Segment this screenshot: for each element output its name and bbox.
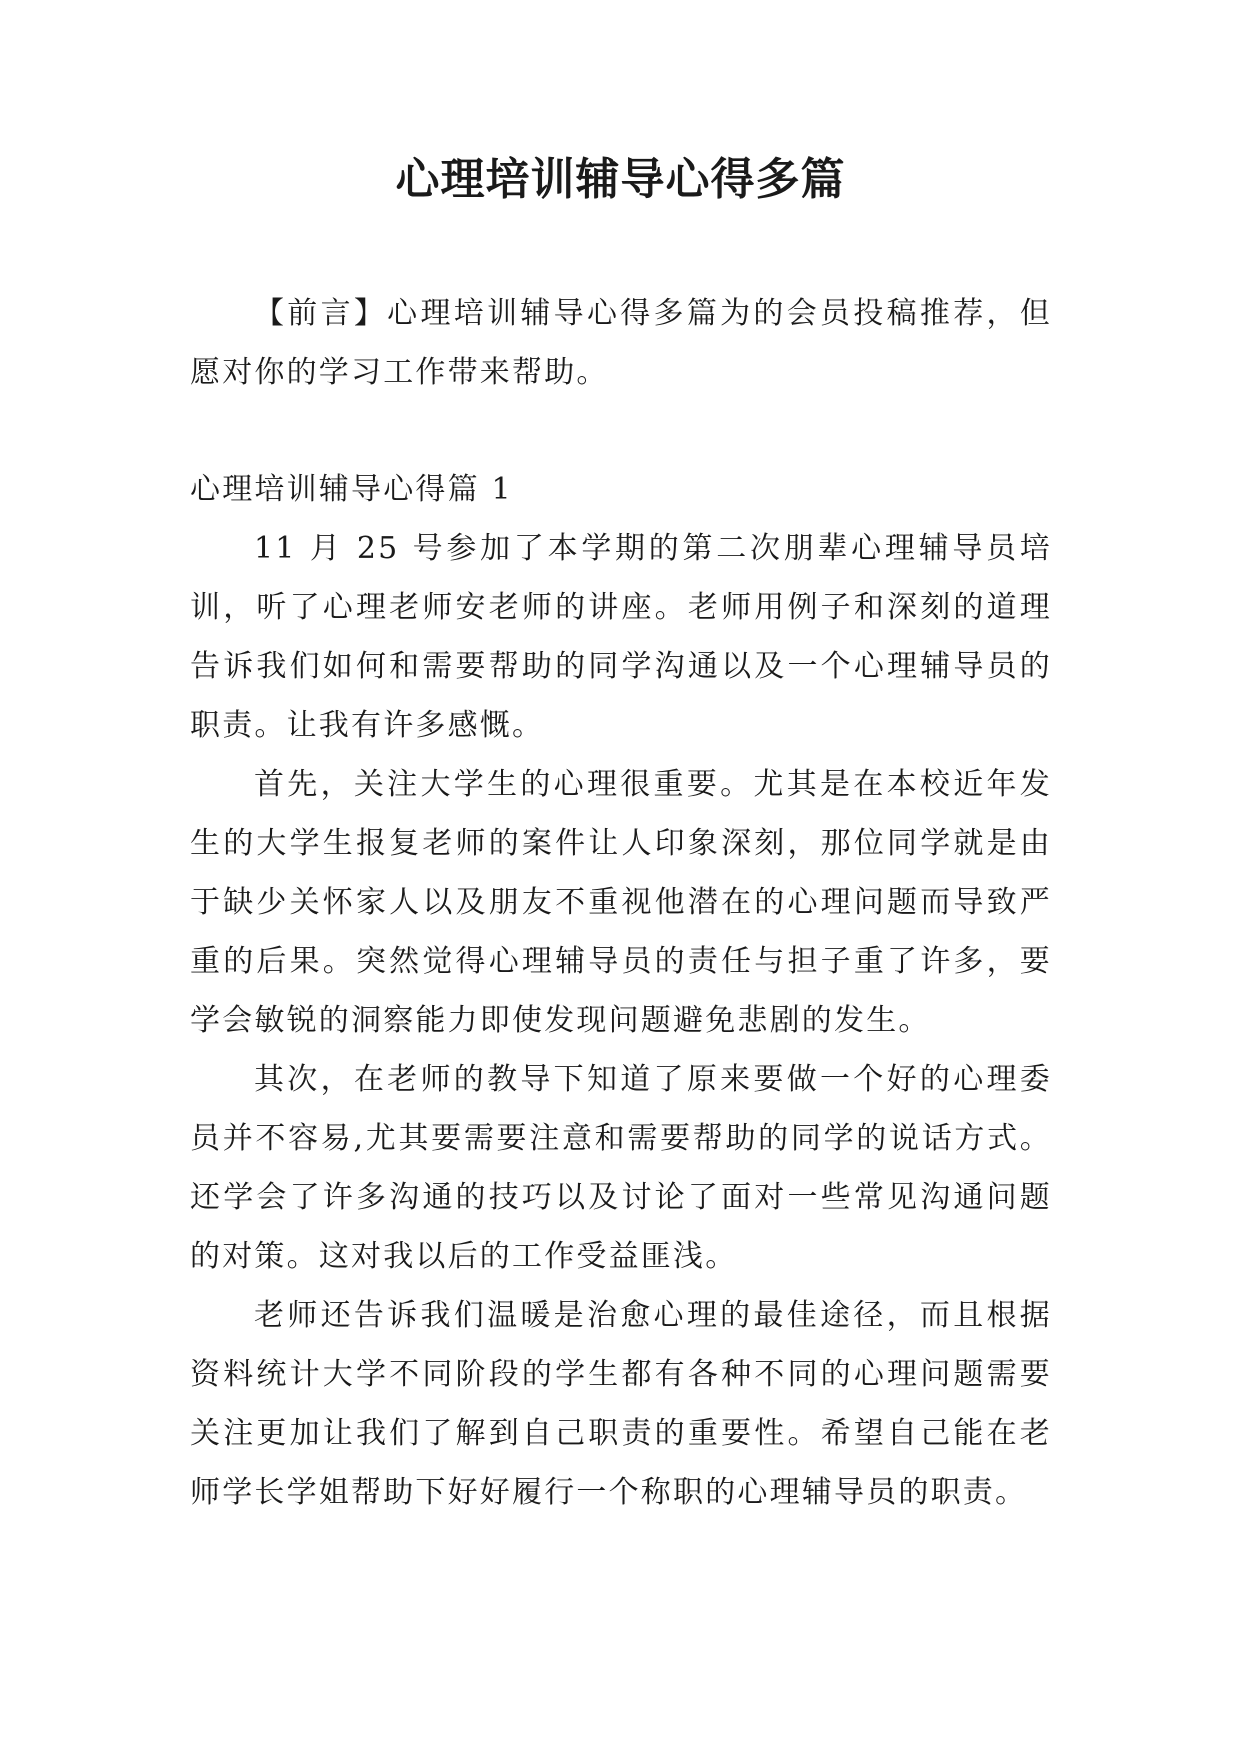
preface-paragraph: 【前言】心理培训辅导心得多篇为的会员投稿推荐，但愿对你的学习工作带来帮助。 (190, 296, 1052, 390)
body-paragraph-4: 老师还告诉我们温暖是治愈心理的最佳途径，而且根据资料统计大学不同阶段的学生都有各种不同的心理问题需要关注更加让我们了解到自己职责的重要性。希望自己能在老师学长学姐帮助下好好履行一个称职的心理辅导员的职责。 (190, 1298, 1052, 1510)
body-paragraph-2: 首先，关注大学生的心理很重要。尤其是在本校近年发生的大学生报复老师的案件让人印象深刻，那位同学就是由于缺少关怀家人以及朋友不重视他潜在的心理问题而导致严重的后果。突然觉得心理辅导员的责任与担子重了许多，要学会敏锐的洞察能力即使发现问题避免悲剧的发生。 (190, 767, 1052, 1038)
section-heading: 心理培训辅导心得篇 1 (190, 472, 513, 507)
document-body (190, 284, 1052, 1522)
body-paragraph-3: 其次，在老师的教导下知道了原来要做一个好的心理委员并不容易,尤其要需要注意和需要帮助的同学的说话方式。还学会了许多沟通的技巧以及讨论了面对一些常见沟通问题的对策。这对我以后的工作受益匪浅。 (190, 1062, 1052, 1274)
document-title: 心理培训辅导心得多篇 (395, 154, 846, 205)
body-paragraph-1: 11 月 25 号参加了本学期的第二次朋辈心理辅导员培训，听了心理老师安老师的讲座。老师用例子和深刻的道理告诉我们如何和需要帮助的同学沟通以及一个心理辅导员的职责。让我有许多感慨。 (190, 531, 1052, 743)
